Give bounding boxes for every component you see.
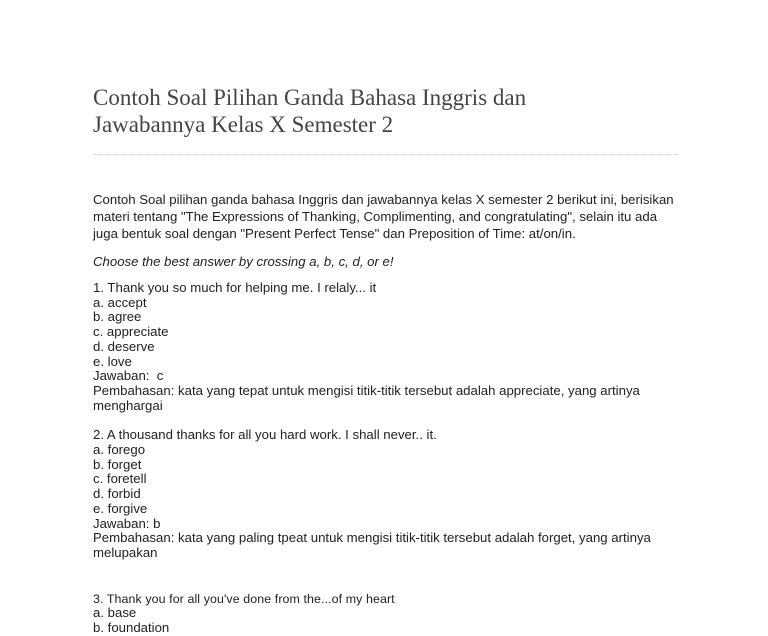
intro-paragraph: Contoh Soal pilihan ganda bahasa Inggris dan jawabannya kelas X semester 2 berikut ini, berisikan materi tentang "The Expressions of Thanking, Complimenting, and congratulating", selain itu ada juga bentuk soal dengan "Present Perfect Tense" dan Preposition of Time: at/on/in. [93,192,674,241]
question-2 [93,428,683,560]
option-a: a. base [93,605,137,621]
article [93,84,683,636]
explanation-text: Pembahasan: kata yang paling tpeat untuk mengisi titik-titik tersebut adalah forget, yang artinya melupakan [93,530,651,560]
option-b: b. agree [93,309,142,325]
option-a: a. accept [93,294,147,310]
option-d: d. deserve [93,338,155,354]
option-c: c. appreciate [93,324,169,340]
question-1 [93,281,683,413]
answer-text: Jawaban: c [93,368,164,384]
option-a: a. forego [93,442,146,458]
option-d: d. forbid [93,486,141,502]
title-line-2: Jawabannya Kelas X Semester 2 [93,112,394,137]
title-line-1: Contoh Soal Pilihan Ganda Bahasa Inggris dan [93,85,527,110]
question-text: 2. A thousand thanks for all you hard work. I shall never.. it. [93,427,437,443]
instruction-text: Choose the best answer by crossing a, b, c, d, or e! [93,254,394,269]
option-c: c. foretell [93,471,147,487]
title-divider [93,154,678,155]
question-text: 1. Thank you so much for helping me. I relaly... it [93,280,377,295]
page-title [93,84,683,138]
option-b: b. foundation [93,620,170,636]
question-text: 3. Thank you for all you've done from the...of my heart [93,591,395,606]
option-e: e. love [93,353,132,369]
answer-text: Jawaban: b [93,515,161,531]
question-3 [93,592,683,636]
option-b: b. forget [93,456,142,472]
explanation-text: Pembahasan: kata yang tepat untuk mengisi titik-titik tersebut adalah appreciate, yang artinya menghargai [93,382,640,413]
option-e: e. forgive [93,500,148,516]
